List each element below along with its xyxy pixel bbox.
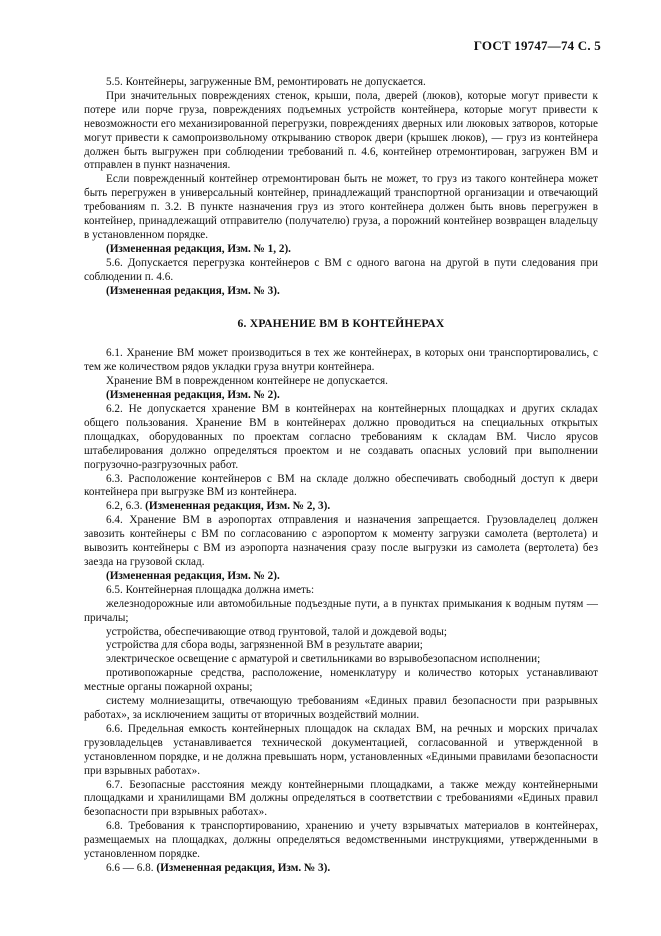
- document-body: [84, 76, 598, 876]
- amendment-note: (Измененная редакция, Изм. № 1, 2).: [106, 242, 291, 255]
- list-item: электрическое освещение с арматурой и светильниками во взрывобезопасном исполнении;: [106, 653, 541, 666]
- list-item: противопожарные средства, расположение, номенклатуру и количество которых устанавливают местные органы пожарной охраны;: [84, 667, 598, 694]
- paragraph-5-5-unrepairable: Если поврежденный контейнер отремонтирован быть не может, то груз из такого контейнера может быть перегружен в универсальный контейнер, принадлежащий транспортной организации и отвечающий требованиям п. 3.2. В пункте назначения груз из этого контейнера должен быть вновь перегружен в контейнер, принадлежащий отправителю (получателю) груза, а порожний контейнер возвращен владельцу в установленном порядке.: [84, 173, 598, 241]
- section-6-title: 6. ХРАНЕНИЕ ВМ В КОНТЕЙНЕРАХ: [237, 316, 445, 330]
- list-item: устройства, обеспечивающие отвод грунтовой, талой и дождевой воды;: [106, 625, 448, 638]
- paragraph-6-4: 6.4. Хранение ВМ в аэропортах отправления и назначения запрещается. Грузовладелец должен завозить контейнеры с ВМ по согласованию с аэропортом к моменту загрузки самолета (вертолета) и вывозить контейнеры с ВМ из аэропорта назначения сразу после выгрузки из самолета (вертолета) без заезда на грузовой склад.: [84, 514, 598, 568]
- page-header: ГОСТ 19747—74 С. 5: [473, 38, 601, 53]
- paragraph-6-3: 6.3. Расположение контейнеров с ВМ на складе должно обеспечивать свободный доступ к двери контейнера при выгрузке ВМ из контейнера.: [84, 472, 598, 499]
- amendment-prefix: 6.2, 6.3.: [106, 500, 143, 513]
- paragraph-6-5: 6.5. Контейнерная площадка должна иметь:: [106, 583, 315, 596]
- list-item: железнодорожные или автомобильные подъездные пути, а в пунктах примыкания к водным путям — причалы;: [84, 597, 598, 624]
- paragraph-5-5: 5.5. Контейнеры, загруженные ВМ, ремонтировать не допускается.: [106, 76, 426, 88]
- paragraph-6-2: 6.2. Не допускается хранение ВМ в контейнерах на контейнерных площадках и других складах общего пользования. Хранение ВМ в контейнерах должно проводиться на специальных открытых площадках, оборудованных по проектам согласно требованиям к складам ВМ. Число ярусов штабелирования должно определяться проектом и не создавать опасных условий при выполнении погрузочно-разгрузочных работ.: [84, 403, 598, 471]
- amendment-prefix: 6.6 — 6.8.: [106, 861, 154, 874]
- amendment-text: (Измененная редакция, Изм. № 3).: [156, 861, 331, 874]
- list-item: систему молниезащиты, отвечающую требованиям «Единых правил безопасности при разрывных работах», за исключением защиты от вторичных воздействий молнии.: [84, 695, 598, 721]
- paragraph-6-7: 6.7. Безопасные расстояния между контейнерными площадками, а также между контейнерными площадками и хранилищами ВМ должны определяться в соответствии с требованиями «Единых правил безопасности при взрывных работах».: [84, 778, 598, 819]
- amendment-note: (Измененная редакция, Изм. № 2).: [106, 569, 280, 582]
- amendment-note: (Измененная редакция, Изм. № 2).: [106, 389, 280, 402]
- amendment-note-6-6-6-8: [84, 862, 598, 876]
- paragraph-5-6: 5.6. Допускается перегрузка контейнеров с ВМ с одного вагона на другой в пути следования при соблюдении п. 4.6.: [84, 256, 598, 283]
- list-item: устройства для сбора воды, загрязненной ВМ в результате аварии;: [106, 639, 423, 652]
- paragraph-6-6: 6.6. Предельная емкость контейнерных площадок на складах ВМ, на речных и морских причалах грузовладельцев устанавливается технической документацией, согласованной и утвержденной в установленном порядке, и не должна превышать норм, установленных «Едиными правилами безопасности при взрывных работах».: [84, 722, 598, 777]
- paragraph-5-5-damage: При значительных повреждениях стенок, крыши, пола, дверей (люков), которые могут привести к потере или порче груза, повреждениях подъемных устройств контейнера, которые могут привести к невозможности его механизированной перегрузки, повреждениях дверных или люковых затворов, которые могут привести к самопроизвольному открыванию створок двери (крышек люков), — груз из контейнера должен быть выгружен при соблюдении требований п. 4.6, контейнер отремонтирован, загружен ВМ и отправлен в пункт назначения.: [84, 89, 598, 172]
- amendment-text: (Измененная редакция, Изм. № 2, 3).: [145, 500, 331, 513]
- amendment-note: (Измененная редакция, Изм. № 3).: [106, 284, 280, 297]
- paragraph-6-1-damaged: Хранение ВМ в поврежденном контейнере не допускается.: [106, 375, 388, 388]
- paragraph-6-8: 6.8. Требования к транспортированию, хранению и учету взрывчатых материалов в контейнерах, размещаемых на площадках, должны определяться ведомственными инструкциями, утвержденными в установленном порядке.: [84, 820, 598, 861]
- amendment-note-6-2-6-3: [84, 500, 598, 514]
- paragraph-6-1: 6.1. Хранение ВМ может производиться в тех же контейнерах, в которых они транспортировались, с тем же количеством рядов укладки груза внутри контейнера.: [84, 347, 598, 374]
